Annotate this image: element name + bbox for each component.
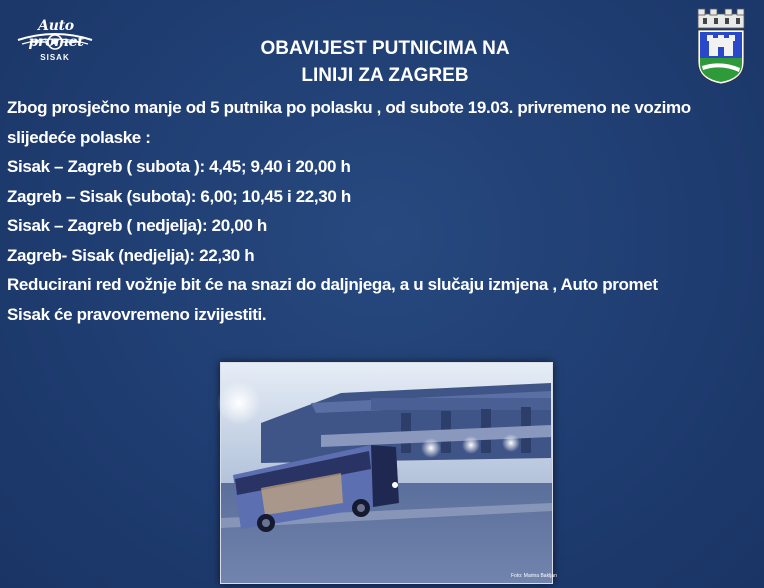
notice-line: slijedeće polaske : — [7, 127, 151, 147]
notice-line: Sisak će pravovremeno izvijestiti. — [7, 304, 267, 324]
notice-text — [7, 93, 757, 329]
sisak-coat-of-arms-icon — [695, 6, 747, 86]
notice-line: Sisak – Zagreb ( nedjelja): 20,00 h — [7, 216, 267, 235]
auto-promet-logo — [12, 18, 98, 64]
notice-line: Sisak – Zagreb ( subota ): 4,45; 9,40 i 20,00 h — [7, 157, 351, 176]
bus-at-station-photo — [220, 362, 557, 584]
photo-credit: Foto: Marina Bakljan — [511, 573, 557, 579]
page-title — [180, 35, 590, 89]
title-line-2: LINIJI ZA ZAGREB — [301, 65, 469, 86]
notice-line: Zagreb- Sisak (nedjelja): 22,30 h — [7, 245, 255, 265]
logo-city-text: SISAK — [40, 53, 70, 62]
title-line-1: OBAVIJEST PUTNICIMA NA — [260, 38, 510, 59]
notice-line: Zbog prosječno manje od 5 putnika po polasku , od subote 19.03. privremeno ne vozimo — [7, 98, 691, 117]
logo-script-text: Auto promet — [28, 18, 84, 50]
notice-line: Zagreb – Sisak (subota): 6,00; 10,45 i 22,30 h — [7, 186, 351, 206]
notice-line: Reducirani red vožnje bit će na snazi do daljnjega, a u slučaju izmjena , Auto promet — [7, 275, 658, 294]
